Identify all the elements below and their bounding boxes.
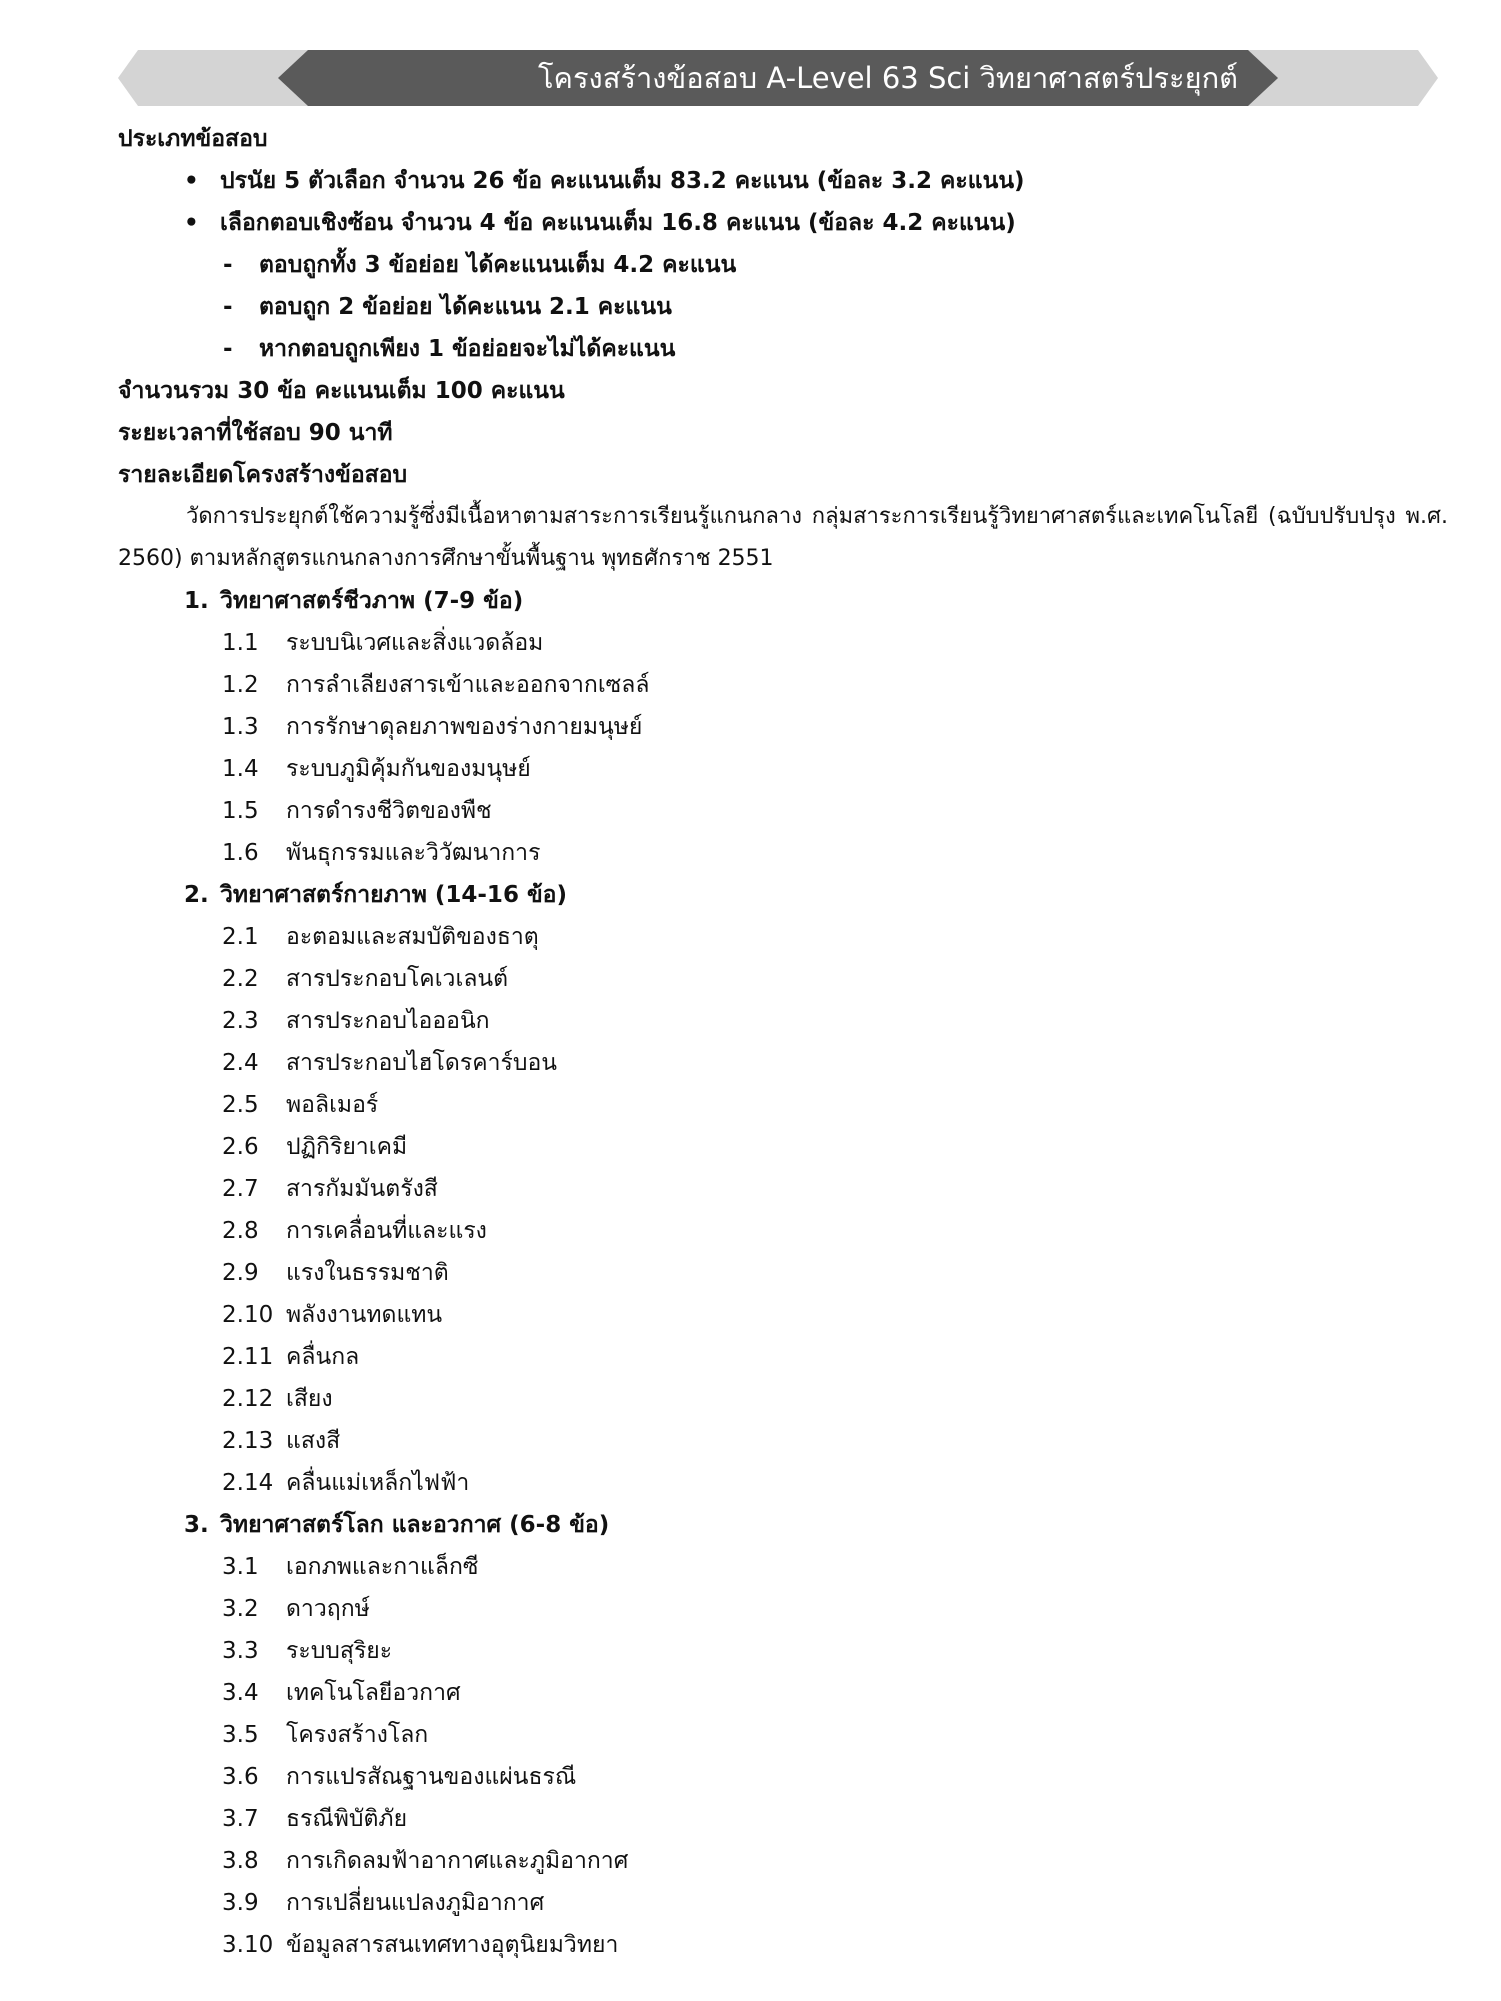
- section-number: 3.: [184, 1512, 209, 1538]
- dash-item: - หากตอบถูกเพียง 1 ข้อย่อยจะไม่ได้คะแนน: [118, 328, 1448, 370]
- item-text: คลื่นแม่เหล็กไฟฟ้า: [286, 1470, 470, 1496]
- list-item: [118, 1756, 1448, 1798]
- exam-types-heading: ประเภทข้อสอบ: [118, 126, 268, 152]
- item-text: การเกิดลมฟ้าอากาศและภูมิอากาศ: [286, 1848, 629, 1874]
- item-text: พอลิเมอร์: [286, 1092, 379, 1118]
- item-text: สารประกอบไฮโดรคาร์บอน: [286, 1050, 557, 1076]
- section-title: วิทยาศาสตร์ชีวภาพ (7-9 ข้อ): [220, 588, 524, 614]
- list-item: [118, 1840, 1448, 1882]
- item-text: คลื่นกล: [286, 1344, 360, 1370]
- list-item: [118, 1714, 1448, 1756]
- list-item: [118, 1924, 1448, 1966]
- list-item: [118, 1000, 1448, 1042]
- bullet-item: • ปรนัย 5 ตัวเลือก จำนวน 26 ข้อ คะแนนเต็ม 83.2 คะแนน (ข้อละ 3.2 คะแนน): [118, 160, 1448, 202]
- list-item: [118, 1126, 1448, 1168]
- item-number: 3.3: [222, 1638, 259, 1664]
- list-item: [118, 1378, 1448, 1420]
- sections-list: [118, 580, 1448, 1966]
- item-number: 3.7: [222, 1806, 259, 1832]
- item-number: 2.8: [222, 1218, 259, 1244]
- item-text: ระบบภูมิคุ้มกันของมนุษย์: [286, 756, 531, 782]
- list-item: [118, 1798, 1448, 1840]
- section-number: 2.: [184, 882, 209, 908]
- item-number: 1.2: [222, 672, 259, 698]
- list-item: [118, 916, 1448, 958]
- list-item: [118, 1420, 1448, 1462]
- item-text: การแปรสัณฐานของแผ่นธรณี: [286, 1764, 577, 1790]
- list-item: [118, 1672, 1448, 1714]
- section-title: วิทยาศาสตร์กายภาพ (14-16 ข้อ): [220, 882, 567, 908]
- item-number: 1.1: [222, 630, 259, 656]
- page-title: โครงสร้างข้อสอบ A-Level 63 Sci วิทยาศาสตร์ประยุกต์: [537, 61, 1239, 95]
- item-text: พลังงานทดแทน: [286, 1302, 443, 1328]
- item-text: ปฏิกิริยาเคมี: [286, 1134, 408, 1160]
- bullet-icon: •: [184, 168, 199, 194]
- list-item: [118, 1210, 1448, 1252]
- item-number: 1.4: [222, 756, 259, 782]
- item-text: การเปลี่ยนแปลงภูมิอากาศ: [286, 1890, 545, 1916]
- item-number: 3.9: [222, 1890, 259, 1916]
- dash-icon: -: [223, 336, 233, 362]
- section-heading: [118, 580, 1448, 622]
- list-item: [118, 1462, 1448, 1504]
- item-number: 3.5: [222, 1722, 259, 1748]
- list-item: [118, 622, 1448, 664]
- list-item: [118, 1042, 1448, 1084]
- dash-item: - ตอบถูกทั้ง 3 ข้อย่อย ได้คะแนนเต็ม 4.2 คะแนน: [118, 244, 1448, 286]
- list-item: [118, 1084, 1448, 1126]
- item-text: เทคโนโลยีอวกาศ: [286, 1680, 461, 1706]
- list-item: [118, 748, 1448, 790]
- dash-item: - ตอบถูก 2 ข้อย่อย ได้คะแนน 2.1 คะแนน: [118, 286, 1448, 328]
- item-text: ระบบสุริยะ: [286, 1638, 393, 1664]
- item-number: 2.14: [222, 1470, 274, 1496]
- item-text: พันธุกรรมและวิวัฒนาการ: [286, 840, 541, 866]
- item-text: การลำเลียงสารเข้าและออกจากเซลล์: [286, 672, 650, 698]
- list-item: [118, 790, 1448, 832]
- item-text: การเคลื่อนที่และแรง: [286, 1218, 487, 1244]
- item-number: 3.8: [222, 1848, 259, 1874]
- item-number: 3.2: [222, 1596, 259, 1622]
- item-number: 2.12: [222, 1386, 274, 1412]
- dash-icon: -: [223, 294, 233, 320]
- item-number: 2.13: [222, 1428, 274, 1454]
- item-text: ระบบนิเวศและสิ่งแวดล้อม: [286, 630, 544, 656]
- list-item: [118, 1588, 1448, 1630]
- item-text: การรักษาดุลยภาพของร่างกายมนุษย์: [286, 714, 643, 740]
- section-heading: [118, 874, 1448, 916]
- item-number: 2.11: [222, 1344, 274, 1370]
- item-number: 1.5: [222, 798, 259, 824]
- item-number: 3.1: [222, 1554, 259, 1580]
- item-number: 2.10: [222, 1302, 274, 1328]
- item-number: 3.10: [222, 1932, 274, 1958]
- section-number: 1.: [184, 588, 209, 614]
- item-text: สารกัมมันตรังสี: [286, 1176, 438, 1202]
- item-text: สารประกอบโคเวเลนต์: [286, 966, 509, 992]
- item-text: เอกภพและกาแล็กซี: [286, 1554, 479, 1580]
- list-item: [118, 664, 1448, 706]
- item-number: 2.5: [222, 1092, 259, 1118]
- list-item: [118, 706, 1448, 748]
- list-item: [118, 1168, 1448, 1210]
- item-number: 2.2: [222, 966, 259, 992]
- item-number: 2.3: [222, 1008, 259, 1034]
- item-number: 2.9: [222, 1260, 259, 1286]
- list-item: [118, 958, 1448, 1000]
- details-heading: รายละเอียดโครงสร้างข้อสอบ: [118, 462, 408, 488]
- total-line: จำนวนรวม 30 ข้อ คะแนนเต็ม 100 คะแนน: [118, 378, 565, 404]
- item-number: 2.4: [222, 1050, 259, 1076]
- item-text: โครงสร้างโลก: [286, 1722, 429, 1748]
- item-text: สารประกอบไอออนิก: [286, 1008, 490, 1034]
- item-text: ดาวฤกษ์: [286, 1596, 370, 1622]
- list-item: [118, 1882, 1448, 1924]
- bullet-item: • เลือกตอบเชิงซ้อน จำนวน 4 ข้อ คะแนนเต็ม 16.8 คะแนน (ข้อละ 4.2 คะแนน): [118, 202, 1448, 244]
- item-text: อะตอมและสมบัติของธาตุ: [286, 924, 539, 950]
- item-number: 2.1: [222, 924, 259, 950]
- item-text: การดำรงชีวิตของพืช: [286, 798, 492, 824]
- list-item: [118, 1294, 1448, 1336]
- list-item: [118, 832, 1448, 874]
- item-text: ธรณีพิบัติภัย: [286, 1806, 408, 1832]
- list-item: [118, 1252, 1448, 1294]
- intro-paragraph: วัดการประยุกต์ใช้ความรู้ซึ่งมีเนื้อหาตามสาระการเรียนรู้แกนกลาง กลุ่มสาระการเรียนรู้วิทยาศาสตร์และเทคโนโลยี (ฉบับปรับปรุง พ.ศ. 2560) ตามหลักสูตรแกนกลางการศึกษาขั้นพื้นฐาน พุทธศักราช 2551: [118, 504, 1448, 571]
- section-title: วิทยาศาสตร์โลก และอวกาศ (6-8 ข้อ): [220, 1512, 610, 1538]
- dash-icon: -: [223, 252, 233, 278]
- time-line: ระยะเวลาที่ใช้สอบ 90 นาที: [118, 420, 393, 446]
- list-item: [118, 1546, 1448, 1588]
- item-text: แรงในธรรมชาติ: [286, 1260, 449, 1286]
- list-item: [118, 1630, 1448, 1672]
- section-heading: [118, 1504, 1448, 1546]
- item-number: 3.4: [222, 1680, 259, 1706]
- list-item: [118, 1336, 1448, 1378]
- header-banner: [118, 50, 1438, 106]
- item-text: ข้อมูลสารสนเทศทางอุตุนิยมวิทยา: [286, 1932, 619, 1958]
- item-number: 2.7: [222, 1176, 259, 1202]
- document-body: [118, 118, 1448, 1966]
- bullet-icon: •: [184, 210, 199, 236]
- item-text: แสงสี: [286, 1428, 341, 1454]
- item-number: 2.6: [222, 1134, 259, 1160]
- item-text: เสียง: [286, 1386, 333, 1412]
- item-number: 3.6: [222, 1764, 259, 1790]
- item-number: 1.3: [222, 714, 259, 740]
- item-number: 1.6: [222, 840, 259, 866]
